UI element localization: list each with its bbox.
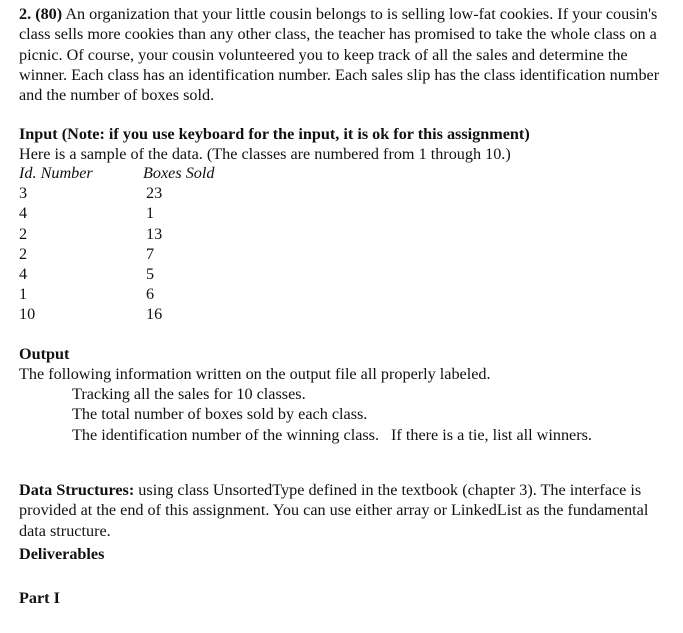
cell-id: 4 <box>19 265 28 284</box>
part-heading: Part I <box>19 589 60 607</box>
cell-boxes: 6 <box>146 285 155 304</box>
cell-boxes: 16 <box>146 305 163 324</box>
table-row <box>19 203 266 223</box>
problem-number: 2. <box>19 5 32 23</box>
cell-boxes: 5 <box>146 265 155 284</box>
problem-statement <box>19 4 679 105</box>
output-heading: Output <box>19 345 70 363</box>
cell-id: 2 <box>19 244 28 263</box>
table-row <box>19 284 266 304</box>
output-item: Tracking all the sales for 10 classes. <box>72 385 306 403</box>
table-row <box>19 304 266 324</box>
output-item-winner <box>72 425 592 445</box>
sample-data-table <box>19 163 266 325</box>
cell-id: 4 <box>19 204 28 223</box>
column-header-boxes: Boxes Sold <box>143 164 215 182</box>
data-structures-text: using class UnsortedType defined in the textbook (chapter 3). The interface is provided at the end of this assignment. You can use either array or LinkedList as the fundamental data structure. <box>19 481 649 540</box>
cell-boxes: 1 <box>146 204 155 223</box>
cell-id: 3 <box>19 184 28 203</box>
deliverables-heading: Deliverables <box>19 545 105 563</box>
output-item-text: The identification number of the winning class. <box>72 425 380 444</box>
data-structures-section <box>19 480 679 541</box>
problem-points: (80) <box>35 5 63 23</box>
output-description: The following information written on the output file all properly labeled. <box>19 365 491 383</box>
table-row <box>19 264 266 284</box>
table-row <box>19 224 266 244</box>
cell-id: 2 <box>19 224 28 243</box>
cell-id: 1 <box>19 285 28 304</box>
tie-note: If there is a tie, list all winners. <box>391 425 592 444</box>
input-description: Here is a sample of the data. (The classes are numbered from 1 through 10.) <box>19 145 511 164</box>
output-item: The total number of boxes sold by each class. <box>72 405 368 424</box>
table-row <box>19 244 266 264</box>
output-list <box>72 384 592 445</box>
cell-boxes: 23 <box>146 184 163 203</box>
cell-boxes: 7 <box>146 244 155 263</box>
cell-id: 10 <box>19 305 36 324</box>
table-header-row <box>19 163 266 183</box>
column-header-id: Id. Number <box>19 164 93 182</box>
data-structures-label: Data Structures: <box>19 481 135 500</box>
cell-boxes: 13 <box>146 224 163 243</box>
input-heading: Input (Note: if you use keyboard for the input, it is ok for this assignment) <box>19 125 530 143</box>
problem-text: An organization that your little cousin belongs to is selling low-fat cookies. If your cousin's class sells more cookies than any other class, the teacher has promised to take the whole class on a picnic. Of course, your cousin volunteered you to keep track of all the sales and determine the winner. Each class has an identification number. Each sales slip has the class identification number and the number of boxes sold. <box>19 5 660 105</box>
table-row <box>19 183 266 203</box>
input-section <box>19 124 679 165</box>
